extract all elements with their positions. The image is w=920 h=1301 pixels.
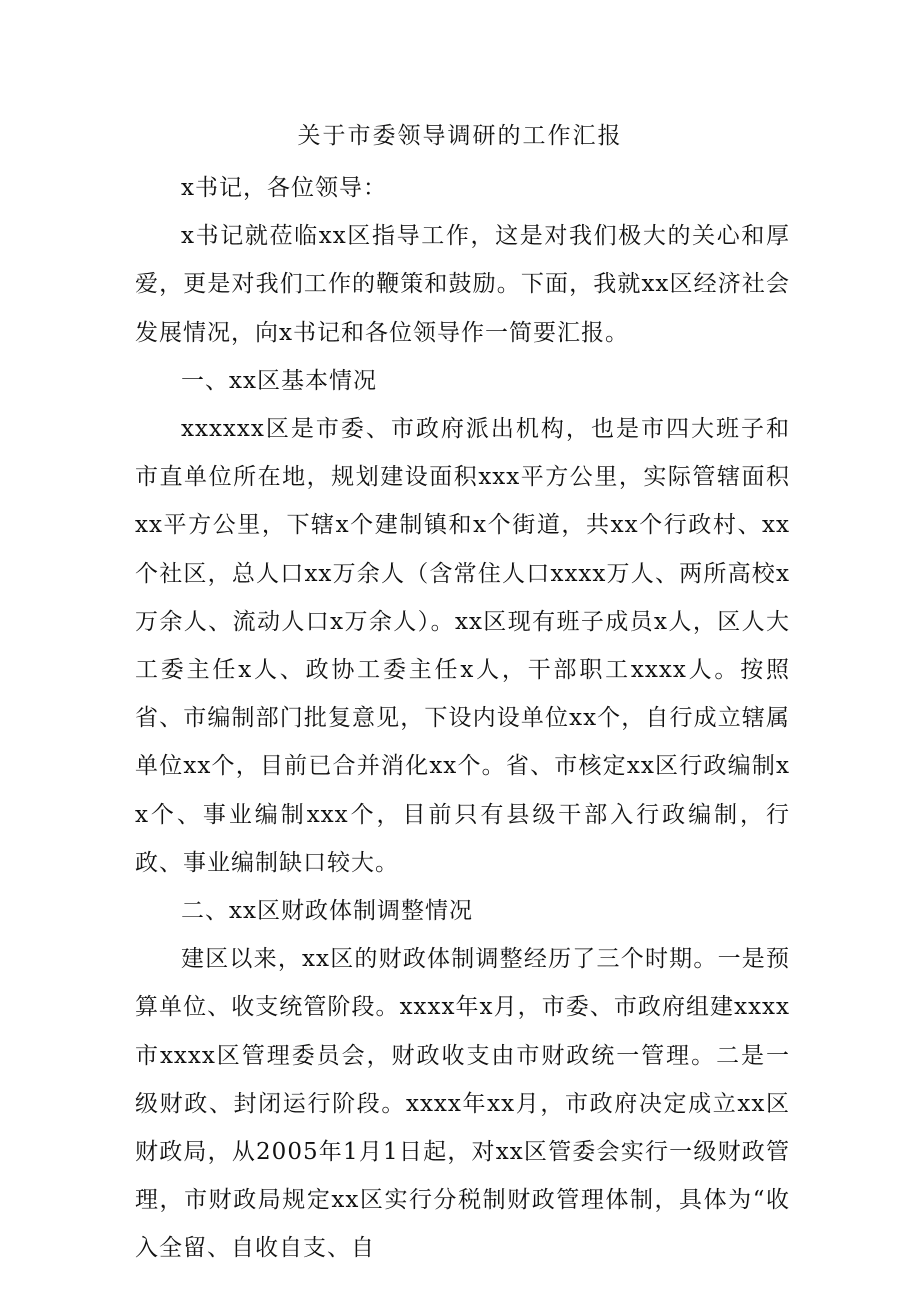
document-title: 关于市委领导调研的工作汇报 (297, 123, 623, 149)
paragraph-intro: x书记就莅临xx区指导工作，这是对我们极大的关心和厚爱，更是对我们工作的鞭策和鼓励。下面，我就xx区经济社会发展情况，向x书记和各位领导作一简要汇报。 (135, 223, 790, 346)
section-heading-1: 一、xx区基本情况 (181, 367, 377, 394)
paragraph-basic-info: xxxxxx区是市委、市政府派出机构，也是市四大班子和市直单位所在地，规划建设面积xxx平方公里，实际管辖面积xx平方公里，下辖x个建制镇和x个街道，共xx个行政村、xx个社区，总人口xx万余人（含常住人口xxxx万人、两所高校x万余人、流动人口x万余人）。xx区现有班子成员x人，区人大工委主任x人、政协工委主任x人，干部职工xxxx人。按照省、市编制部门批复意见，下设内设单位xx个，自行成立辖属单位xx个，目前已合并消化xx个。省、市核定xx区行政编制xx个、事业编制xxx个，目前只有县级干部入行政编制，行政、事业编制缺口较大。 (135, 416, 790, 876)
salutation: x书记，各位领导： (181, 175, 387, 201)
paragraph-finance: 建区以来，xx区的财政体制调整经历了三个时期。一是预算单位、收支统管阶段。xxxx年x月，市委、市政府组建xxxx市xxxx区管理委员会，财政收支由市财政统一管理。二是一级财政、封闭运行阶段。xxxx年xx月，市政府决定成立xx区财政局，从2005年1月1日起，对xx区管委会实行一级财政管理，市财政局规定xx区实行分税制财政管理体制，具体为“收入全留、自收自支、自 (135, 946, 790, 1262)
document-body (135, 164, 790, 1273)
section-heading-2: 二、xx区财政体制调整情况 (181, 898, 473, 925)
